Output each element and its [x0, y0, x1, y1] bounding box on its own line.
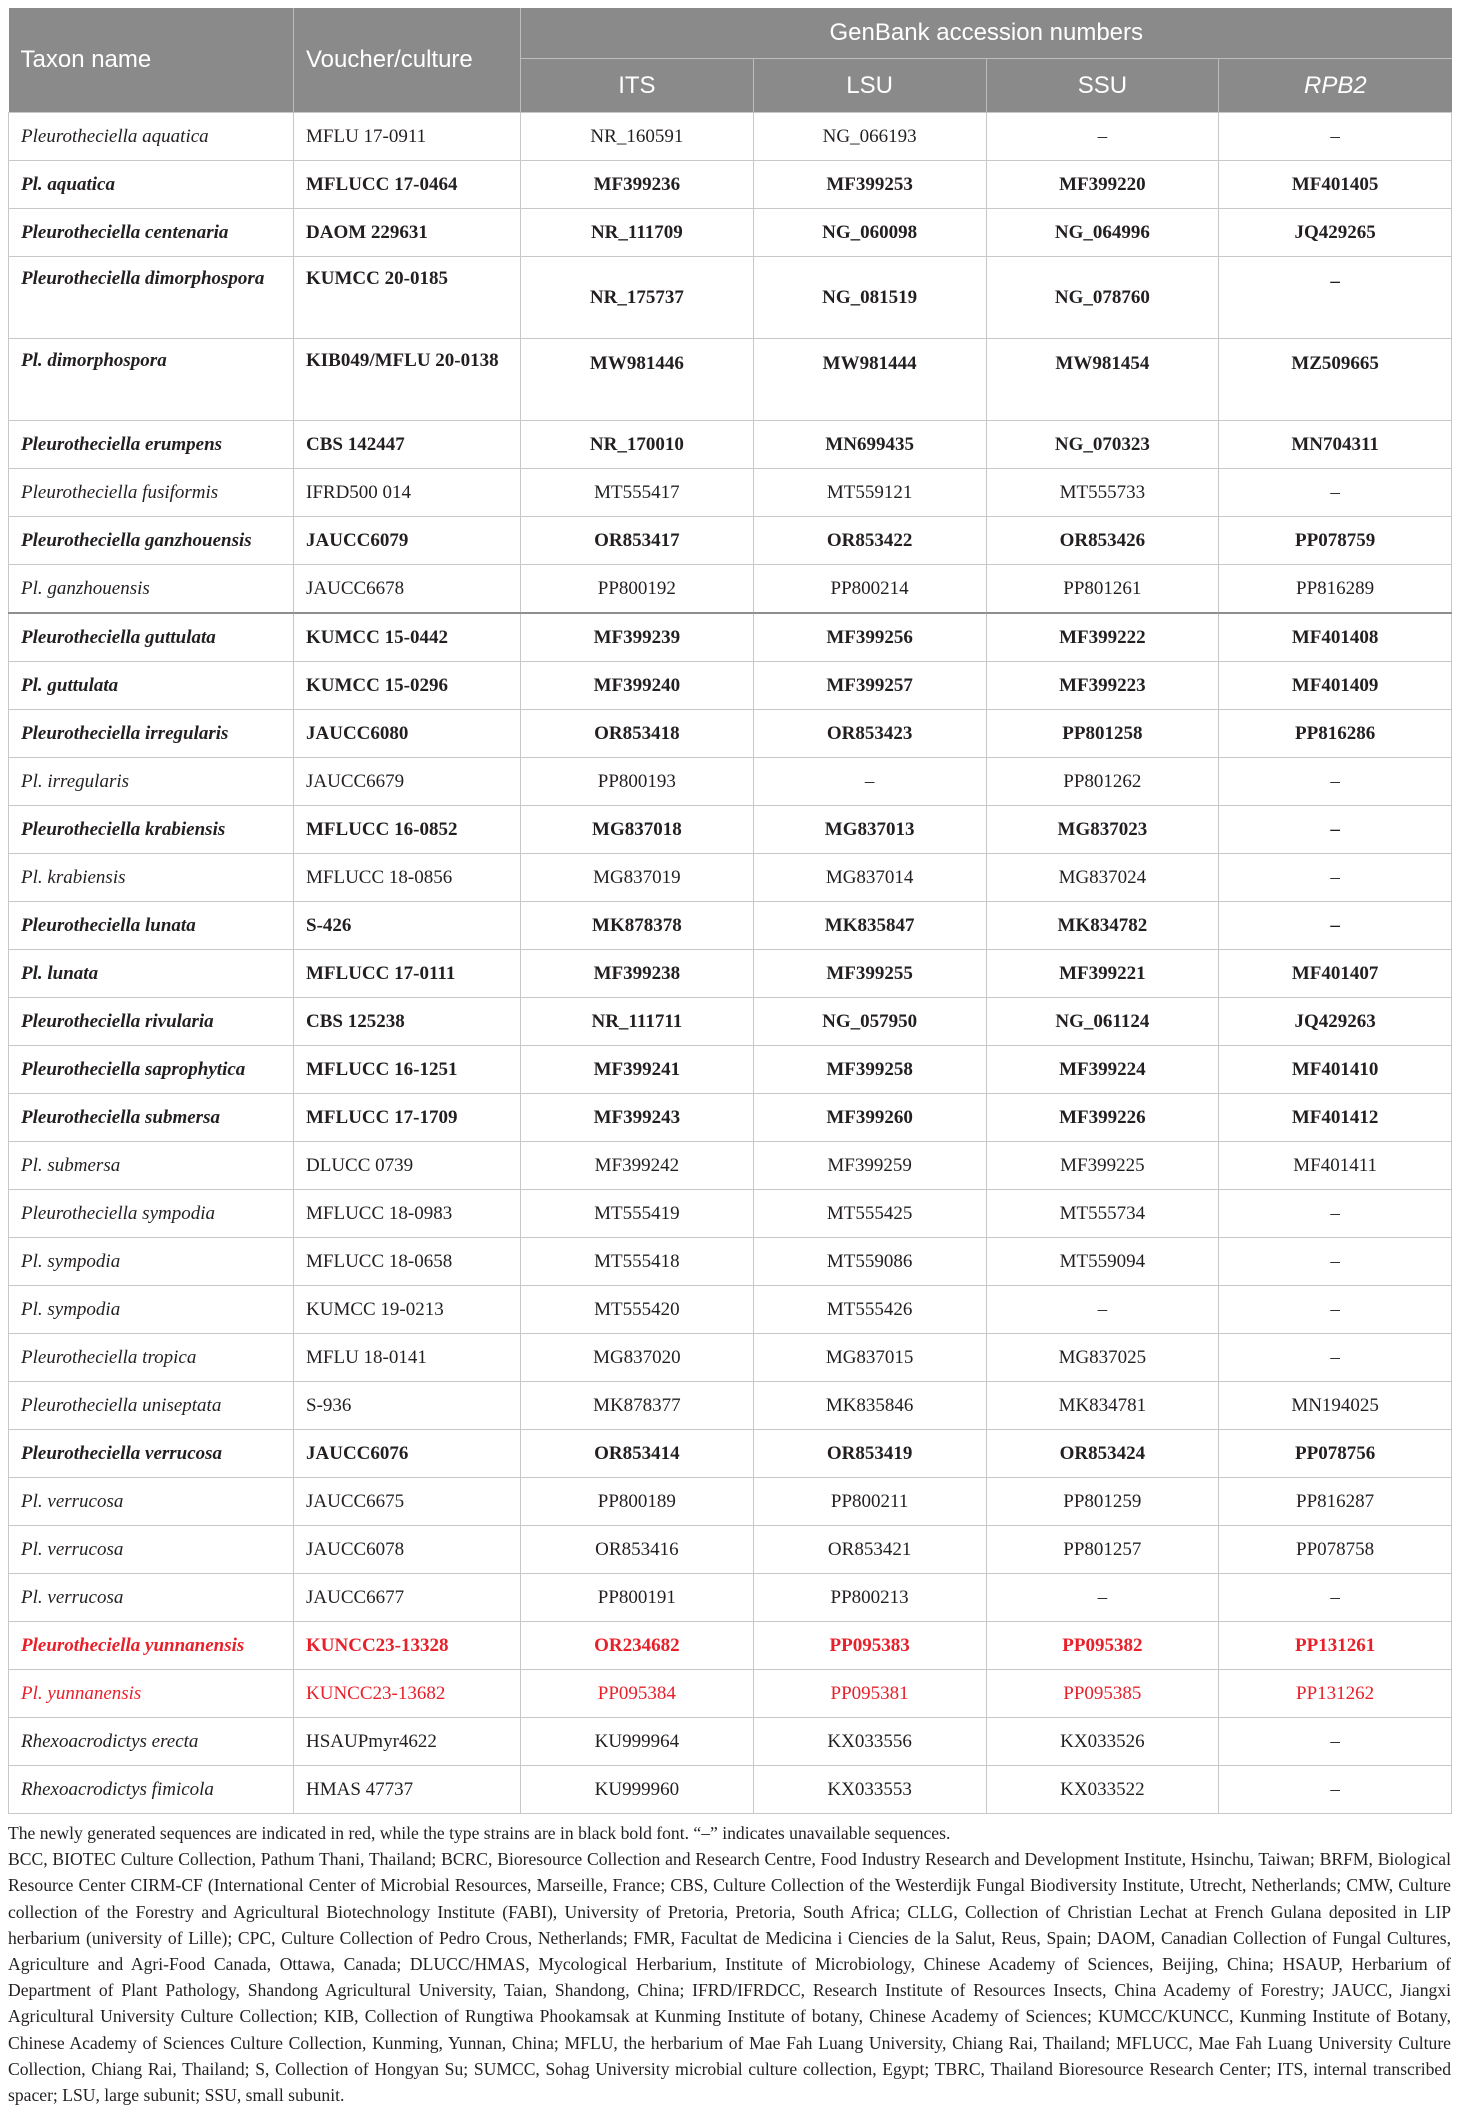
cell-ssu: NG_061124	[986, 998, 1219, 1046]
cell-rpb2: MF401405	[1219, 161, 1452, 209]
cell-voucher: KUNCC23-13328	[294, 1622, 521, 1670]
cell-lsu: –	[753, 758, 986, 806]
cell-rpb2: –	[1219, 1190, 1452, 1238]
header-voucher: Voucher/culture	[294, 8, 521, 113]
table-row	[9, 1574, 1452, 1622]
cell-taxon-name: Pleurotheciella sympodia	[9, 1190, 294, 1238]
cell-its: KU999964	[521, 1718, 754, 1766]
cell-voucher: DLUCC 0739	[294, 1142, 521, 1190]
table-row	[9, 1046, 1452, 1094]
cell-ssu: PP801261	[986, 565, 1219, 614]
cell-lsu: NG_066193	[753, 113, 986, 161]
cell-rpb2: PP078756	[1219, 1430, 1452, 1478]
cell-its: MG837018	[521, 806, 754, 854]
cell-voucher: KIB049/MFLU 20-0138	[294, 339, 521, 421]
cell-taxon-name: Pleurotheciella ganzhouensis	[9, 517, 294, 565]
cell-rpb2: –	[1219, 758, 1452, 806]
table-row	[9, 1382, 1452, 1430]
cell-rpb2: –	[1219, 1574, 1452, 1622]
cell-ssu: PP801259	[986, 1478, 1219, 1526]
cell-its: OR853416	[521, 1526, 754, 1574]
cell-rpb2: PP078759	[1219, 517, 1452, 565]
cell-taxon-name: Pl. verrucosa	[9, 1574, 294, 1622]
table-row	[9, 1094, 1452, 1142]
cell-ssu: NG_070323	[986, 421, 1219, 469]
cell-voucher: JAUCC6078	[294, 1526, 521, 1574]
cell-taxon-name: Pl. verrucosa	[9, 1526, 294, 1574]
cell-taxon-name: Pl. krabiensis	[9, 854, 294, 902]
cell-voucher: JAUCC6675	[294, 1478, 521, 1526]
table-row	[9, 1142, 1452, 1190]
cell-its: OR853417	[521, 517, 754, 565]
cell-voucher: HMAS 47737	[294, 1766, 521, 1814]
table-row	[9, 1622, 1452, 1670]
table-row	[9, 758, 1452, 806]
table-row	[9, 854, 1452, 902]
cell-ssu: PP801258	[986, 710, 1219, 758]
cell-lsu: MT555425	[753, 1190, 986, 1238]
cell-rpb2: MF401412	[1219, 1094, 1452, 1142]
cell-its: PP800191	[521, 1574, 754, 1622]
cell-its: MK878378	[521, 902, 754, 950]
cell-ssu: MT555733	[986, 469, 1219, 517]
cell-lsu: MN699435	[753, 421, 986, 469]
cell-taxon-name: Pleurotheciella submersa	[9, 1094, 294, 1142]
cell-lsu: MT559086	[753, 1238, 986, 1286]
cell-ssu: MG837024	[986, 854, 1219, 902]
cell-taxon-name: Rhexoacrodictys erecta	[9, 1718, 294, 1766]
table-row	[9, 1430, 1452, 1478]
table-row	[9, 565, 1452, 614]
cell-its: MK878377	[521, 1382, 754, 1430]
table-row	[9, 902, 1452, 950]
cell-rpb2: –	[1219, 902, 1452, 950]
cell-ssu: OR853424	[986, 1430, 1219, 1478]
cell-ssu: MT555734	[986, 1190, 1219, 1238]
cell-ssu: MG837023	[986, 806, 1219, 854]
cell-rpb2: –	[1219, 469, 1452, 517]
table-row	[9, 1718, 1452, 1766]
cell-lsu: PP800213	[753, 1574, 986, 1622]
header-taxon-name: Taxon name	[9, 8, 294, 113]
cell-ssu: MF399226	[986, 1094, 1219, 1142]
table-row	[9, 421, 1452, 469]
cell-ssu: –	[986, 113, 1219, 161]
table-footnotes	[8, 1820, 1451, 2108]
cell-its: OR853418	[521, 710, 754, 758]
cell-lsu: OR853419	[753, 1430, 986, 1478]
cell-voucher: MFLUCC 17-0111	[294, 950, 521, 998]
cell-its: NR_160591	[521, 113, 754, 161]
cell-taxon-name: Pl. aquatica	[9, 161, 294, 209]
cell-lsu: OR853422	[753, 517, 986, 565]
cell-its: PP800193	[521, 758, 754, 806]
cell-lsu: PP095383	[753, 1622, 986, 1670]
cell-taxon-name: Pl. sympodia	[9, 1238, 294, 1286]
cell-lsu: NG_057950	[753, 998, 986, 1046]
cell-lsu: MF399260	[753, 1094, 986, 1142]
cell-ssu: KX033522	[986, 1766, 1219, 1814]
cell-lsu: MF399255	[753, 950, 986, 998]
cell-ssu: PP095382	[986, 1622, 1219, 1670]
table-row	[9, 710, 1452, 758]
cell-rpb2: PP816286	[1219, 710, 1452, 758]
cell-ssu: –	[986, 1574, 1219, 1622]
cell-rpb2: MN704311	[1219, 421, 1452, 469]
cell-its: MG837020	[521, 1334, 754, 1382]
cell-ssu: MG837025	[986, 1334, 1219, 1382]
cell-its: PP095384	[521, 1670, 754, 1718]
cell-rpb2: –	[1219, 854, 1452, 902]
cell-ssu: KX033526	[986, 1718, 1219, 1766]
cell-ssu: PP095385	[986, 1670, 1219, 1718]
cell-ssu: MF399220	[986, 161, 1219, 209]
cell-voucher: MFLUCC 17-0464	[294, 161, 521, 209]
cell-its: MF399242	[521, 1142, 754, 1190]
cell-voucher: MFLUCC 18-0856	[294, 854, 521, 902]
cell-taxon-name: Pleurotheciella fusiformis	[9, 469, 294, 517]
cell-its: NR_111711	[521, 998, 754, 1046]
table-row	[9, 1478, 1452, 1526]
cell-rpb2: –	[1219, 1766, 1452, 1814]
table-body	[9, 113, 1452, 1814]
table-row	[9, 517, 1452, 565]
cell-lsu: MF399256	[753, 613, 986, 662]
cell-taxon-name: Pl. verrucosa	[9, 1478, 294, 1526]
cell-voucher: JAUCC6079	[294, 517, 521, 565]
genbank-table	[8, 8, 1452, 1814]
cell-its: MG837019	[521, 854, 754, 902]
cell-its: MT555418	[521, 1238, 754, 1286]
cell-taxon-name: Pleurotheciella yunnanensis	[9, 1622, 294, 1670]
cell-rpb2: MN194025	[1219, 1382, 1452, 1430]
legend-note: The newly generated sequences are indicated in red, while the type strains are in black bold font. “–” indicates unavailable sequences.	[8, 1823, 951, 1843]
cell-voucher: JAUCC6677	[294, 1574, 521, 1622]
cell-ssu: MF399222	[986, 613, 1219, 662]
header-its: ITS	[521, 59, 754, 113]
cell-rpb2: PP078758	[1219, 1526, 1452, 1574]
table-row	[9, 1238, 1452, 1286]
cell-its: MW981446	[521, 339, 754, 421]
cell-voucher: JAUCC6076	[294, 1430, 521, 1478]
cell-voucher: HSAUPmyr4622	[294, 1718, 521, 1766]
cell-rpb2: –	[1219, 1286, 1452, 1334]
cell-lsu: MT559121	[753, 469, 986, 517]
cell-ssu: PP801257	[986, 1526, 1219, 1574]
cell-ssu: MF399224	[986, 1046, 1219, 1094]
cell-ssu: –	[986, 1286, 1219, 1334]
cell-voucher: MFLUCC 18-0983	[294, 1190, 521, 1238]
cell-voucher: KUMCC 15-0442	[294, 613, 521, 662]
cell-lsu: MF399258	[753, 1046, 986, 1094]
cell-lsu: OR853421	[753, 1526, 986, 1574]
table-row	[9, 1286, 1452, 1334]
cell-its: MT555420	[521, 1286, 754, 1334]
table-row	[9, 209, 1452, 257]
table-row	[9, 469, 1452, 517]
cell-rpb2: –	[1219, 1238, 1452, 1286]
cell-lsu: PP800211	[753, 1478, 986, 1526]
cell-taxon-name: Pl. dimorphospora	[9, 339, 294, 421]
cell-taxon-name: Pl. sympodia	[9, 1286, 294, 1334]
cell-rpb2: PP131262	[1219, 1670, 1452, 1718]
header-ssu: SSU	[986, 59, 1219, 113]
cell-taxon-name: Pl. ganzhouensis	[9, 565, 294, 614]
cell-its: MF399243	[521, 1094, 754, 1142]
cell-its: MF399241	[521, 1046, 754, 1094]
cell-its: MT555419	[521, 1190, 754, 1238]
cell-its: NR_175737	[521, 257, 754, 339]
cell-lsu: MT555426	[753, 1286, 986, 1334]
table-row	[9, 1670, 1452, 1718]
cell-its: PP800192	[521, 565, 754, 614]
cell-taxon-name: Pleurotheciella verrucosa	[9, 1430, 294, 1478]
cell-ssu: MF399225	[986, 1142, 1219, 1190]
cell-ssu: MT559094	[986, 1238, 1219, 1286]
cell-voucher: KUMCC 20-0185	[294, 257, 521, 339]
cell-rpb2: MF401411	[1219, 1142, 1452, 1190]
table-row	[9, 613, 1452, 662]
cell-its: KU999960	[521, 1766, 754, 1814]
cell-taxon-name: Pleurotheciella lunata	[9, 902, 294, 950]
cell-ssu: MF399221	[986, 950, 1219, 998]
cell-rpb2: –	[1219, 806, 1452, 854]
cell-taxon-name: Rhexoacrodictys fimicola	[9, 1766, 294, 1814]
table-row	[9, 662, 1452, 710]
cell-taxon-name: Pleurotheciella dimorphospora	[9, 257, 294, 339]
cell-voucher: KUMCC 19-0213	[294, 1286, 521, 1334]
table-row	[9, 998, 1452, 1046]
cell-taxon-name: Pleurotheciella krabiensis	[9, 806, 294, 854]
cell-its: NR_170010	[521, 421, 754, 469]
cell-lsu: KX033556	[753, 1718, 986, 1766]
cell-taxon-name: Pleurotheciella rivularia	[9, 998, 294, 1046]
cell-lsu: OR853423	[753, 710, 986, 758]
cell-lsu: MW981444	[753, 339, 986, 421]
cell-voucher: S-426	[294, 902, 521, 950]
table-row	[9, 161, 1452, 209]
cell-its: PP800189	[521, 1478, 754, 1526]
cell-rpb2: PP816289	[1219, 565, 1452, 614]
cell-lsu: MG837014	[753, 854, 986, 902]
cell-rpb2: PP816287	[1219, 1478, 1452, 1526]
cell-taxon-name: Pleurotheciella uniseptata	[9, 1382, 294, 1430]
cell-taxon-name: Pleurotheciella irregularis	[9, 710, 294, 758]
cell-lsu: PP095381	[753, 1670, 986, 1718]
cell-rpb2: JQ429265	[1219, 209, 1452, 257]
table-container	[8, 8, 1451, 2108]
cell-ssu: MF399223	[986, 662, 1219, 710]
cell-lsu: MG837013	[753, 806, 986, 854]
cell-taxon-name: Pl. lunata	[9, 950, 294, 998]
cell-its: OR853414	[521, 1430, 754, 1478]
cell-lsu: MF399253	[753, 161, 986, 209]
cell-voucher: MFLUCC 18-0658	[294, 1238, 521, 1286]
cell-rpb2: –	[1219, 1718, 1452, 1766]
header-rpb2: RPB2	[1219, 59, 1452, 113]
table-row	[9, 806, 1452, 854]
cell-rpb2: MF401407	[1219, 950, 1452, 998]
cell-voucher: IFRD500 014	[294, 469, 521, 517]
table-row	[9, 1334, 1452, 1382]
cell-rpb2: –	[1219, 113, 1452, 161]
cell-lsu: MF399259	[753, 1142, 986, 1190]
cell-lsu: NG_060098	[753, 209, 986, 257]
cell-voucher: CBS 125238	[294, 998, 521, 1046]
cell-its: MF399238	[521, 950, 754, 998]
header-lsu: LSU	[753, 59, 986, 113]
cell-voucher: MFLU 18-0141	[294, 1334, 521, 1382]
cell-lsu: MK835846	[753, 1382, 986, 1430]
cell-ssu: OR853426	[986, 517, 1219, 565]
cell-its: MF399239	[521, 613, 754, 662]
cell-taxon-name: Pl. submersa	[9, 1142, 294, 1190]
cell-voucher: MFLUCC 16-0852	[294, 806, 521, 854]
cell-taxon-name: Pl. yunnanensis	[9, 1670, 294, 1718]
cell-taxon-name: Pleurotheciella saprophytica	[9, 1046, 294, 1094]
abbreviations-note: BCC, BIOTEC Culture Collection, Pathum Thani, Thailand; BCRC, Bioresource Collection and Research Centre, Food Industry Research and Development Institute, Hsinchu, Taiwan; BRFM, Biological Resource Center CIRM-CF (International Center of Microbial Resources, Marseille, France; CBS, Culture Collection of the Westerdijk Fungal Biodiversity Institute, Utrecht, Netherlands; CMW, Culture collection of the Forestry and Agricultural Biotechnology Institute (FABI), University of Pretoria, Pretoria, South Africa; CLLG, Collection of Christian Lechat at French Gulana deposited in LIP herbarium (university of Lille); CPC, Culture Collection of Pedro Crous, Netherlands; FMR, Facultat de Medicina i Ciencies de la Salut, Reus, Spain; DAOM, Canadian Collection of Fungal Cultures, Agriculture and Agri-Food Canada, Ottawa, Canada; DLUCC/HMAS, Mycological Herbarium, Institute of Microbiology, Chinese Academy of Sciences, Beijing, China; HSAUP, Herbarium of Department of Plant Pathology, Shandong Agricultural University, Taian, Shandong, China; IFRD/IFRDCC, Research Institute of Resources Insects, China Academy of Forestry; JAUCC, Jiangxi Agricultural University Culture Collection; KIB, Collection of Rungtiwa Phookamsak at Kunming Institute of botany, Chinese Academy of Sciences; KUMCC/KUNCC, Kunming Institute of Botany, Chinese Academy of Sciences Culture Collection, Kunming, Yunnan, China; MFLU, the herbarium of Mae Fah Luang University, Chiang Rai, Thailand; MFLUCC, Mae Fah Luang University Culture Collection, Chiang Rai, Thailand; S, Collection of Hongyan Su; SUMCC, Sohag University microbial culture collection, Egypt; TBRC, Thailand Bioresource Research Center; ITS, internal transcribed spacer; LSU, large subunit; SSU, small subunit.	[8, 1849, 1451, 2106]
cell-voucher: KUMCC 15-0296	[294, 662, 521, 710]
cell-rpb2: MF401410	[1219, 1046, 1452, 1094]
table-row	[9, 1766, 1452, 1814]
cell-voucher: JAUCC6080	[294, 710, 521, 758]
cell-rpb2: MF401408	[1219, 613, 1452, 662]
cell-lsu: MF399257	[753, 662, 986, 710]
cell-taxon-name: Pl. guttulata	[9, 662, 294, 710]
cell-taxon-name: Pleurotheciella aquatica	[9, 113, 294, 161]
cell-taxon-name: Pleurotheciella erumpens	[9, 421, 294, 469]
cell-rpb2: MF401409	[1219, 662, 1452, 710]
cell-lsu: MK835847	[753, 902, 986, 950]
table-row	[9, 113, 1452, 161]
table-row	[9, 1526, 1452, 1574]
table-row	[9, 257, 1452, 339]
cell-lsu: KX033553	[753, 1766, 986, 1814]
cell-rpb2: PP131261	[1219, 1622, 1452, 1670]
cell-voucher: JAUCC6679	[294, 758, 521, 806]
cell-rpb2: JQ429263	[1219, 998, 1452, 1046]
cell-rpb2: –	[1219, 257, 1452, 339]
cell-ssu: MW981454	[986, 339, 1219, 421]
cell-voucher: MFLUCC 16-1251	[294, 1046, 521, 1094]
cell-ssu: NG_064996	[986, 209, 1219, 257]
cell-ssu: NG_078760	[986, 257, 1219, 339]
cell-its: MF399236	[521, 161, 754, 209]
cell-lsu: NG_081519	[753, 257, 986, 339]
cell-ssu: MK834781	[986, 1382, 1219, 1430]
cell-rpb2: –	[1219, 1334, 1452, 1382]
cell-lsu: MG837015	[753, 1334, 986, 1382]
cell-taxon-name: Pleurotheciella tropica	[9, 1334, 294, 1382]
cell-rpb2: MZ509665	[1219, 339, 1452, 421]
cell-lsu: PP800214	[753, 565, 986, 614]
cell-voucher: KUNCC23-13682	[294, 1670, 521, 1718]
cell-voucher: CBS 142447	[294, 421, 521, 469]
cell-its: MF399240	[521, 662, 754, 710]
cell-voucher: MFLU 17-0911	[294, 113, 521, 161]
cell-taxon-name: Pl. irregularis	[9, 758, 294, 806]
cell-voucher: S-936	[294, 1382, 521, 1430]
table-row	[9, 950, 1452, 998]
table-header	[9, 8, 1452, 113]
cell-taxon-name: Pleurotheciella centenaria	[9, 209, 294, 257]
cell-voucher: DAOM 229631	[294, 209, 521, 257]
cell-voucher: MFLUCC 17-1709	[294, 1094, 521, 1142]
cell-taxon-name: Pleurotheciella guttulata	[9, 613, 294, 662]
cell-its: NR_111709	[521, 209, 754, 257]
cell-ssu: PP801262	[986, 758, 1219, 806]
table-row	[9, 1190, 1452, 1238]
cell-ssu: MK834782	[986, 902, 1219, 950]
cell-its: MT555417	[521, 469, 754, 517]
cell-its: OR234682	[521, 1622, 754, 1670]
cell-voucher: JAUCC6678	[294, 565, 521, 614]
table-row	[9, 339, 1452, 421]
header-genbank-group: GenBank accession numbers	[521, 8, 1452, 59]
